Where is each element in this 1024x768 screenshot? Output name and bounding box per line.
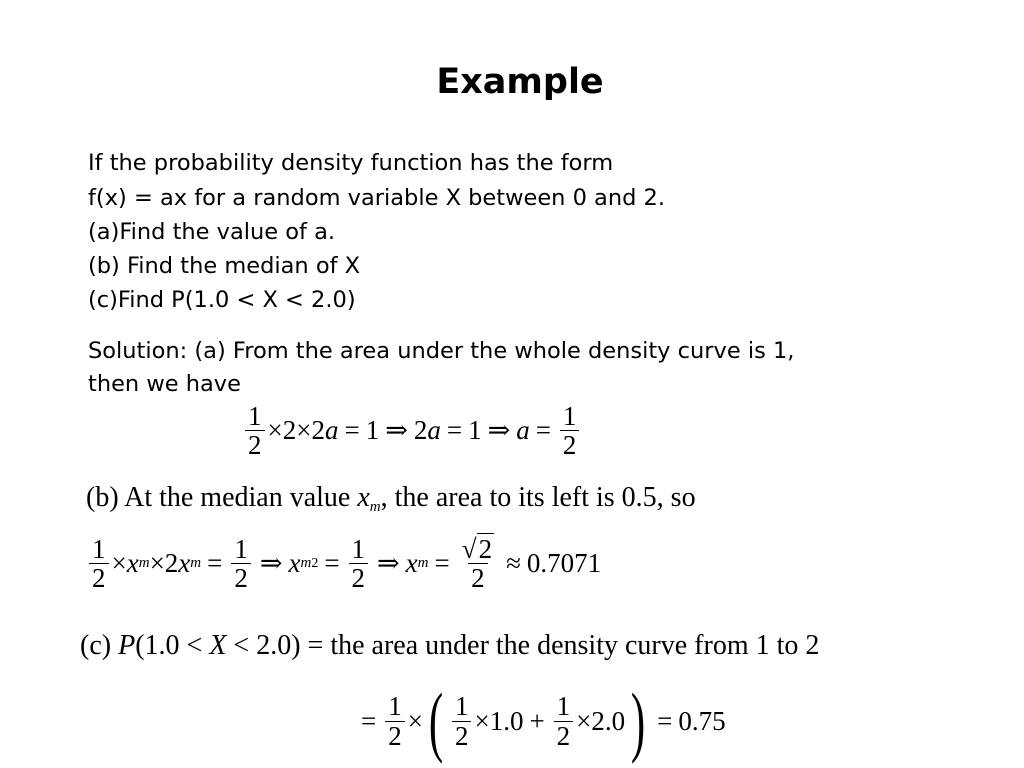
solution-b-text: (b) At the median value $x_m$, the area to its left is 0.5, so <box>86 482 696 515</box>
problem-part-c: (c)Find P(1.0 < X < 2.0) <box>88 287 356 313</box>
problem-line-1: If the probability density function has the form <box>88 150 614 176</box>
fraction-half: $\frac{1}{2}$ <box>231 535 251 593</box>
equation-c: = $\frac{1}{2}$ × ( $\frac{1}{2}$ × 1.0 + $\frac{1}{2}$ × 2.0 ) = 0.75 <box>361 677 726 764</box>
fraction-half: $\frac{1}{2}$ <box>245 402 265 460</box>
fraction-half: $\frac{1}{2}$ <box>554 692 574 750</box>
right-parenthesis: ) <box>631 677 646 764</box>
problem-line-2: f(x) = ax for a random variable X between 0 and 2. <box>88 185 666 211</box>
equation-b: $\frac{1}{2}$ × x m × 2 x m = $\frac{1}{2}$ ⇒ x m 2 = $\frac{1}{2}$ ⇒ x m = $\frac{√2}{2}$ ≈ 0.7071 <box>86 535 601 593</box>
fraction-half: $\frac{1}{2}$ <box>385 692 405 750</box>
problem-part-a: (a)Find the value of a. <box>88 219 336 245</box>
fraction-root-two-over-two: $\frac{√2}{2}$ <box>461 534 493 594</box>
fraction-result-a: $\frac{1}{2}$ <box>560 402 580 460</box>
fraction-half: $\frac{1}{2}$ <box>452 692 472 750</box>
fraction-half: $\frac{1}{2}$ <box>89 535 109 593</box>
equation-a: $\frac{1}{2}$ × 2 × 2 a = 1 ⇒ 2 a = 1 ⇒ a = $\frac{1}{2}$ <box>242 402 582 460</box>
fraction-half: $\frac{1}{2}$ <box>349 535 369 593</box>
slide-title: Example <box>436 62 604 102</box>
problem-part-b: (b) Find the median of X <box>88 253 361 279</box>
solution-line-2: then we have <box>88 371 241 397</box>
solution-c-text: (c) P(1.0 < X < 2.0) = the area under the density curve from 1 to 2 <box>80 630 820 661</box>
left-parenthesis: ( <box>428 677 444 764</box>
solution-line-1: Solution: (a) From the area under the whole density curve is 1, <box>88 338 795 364</box>
